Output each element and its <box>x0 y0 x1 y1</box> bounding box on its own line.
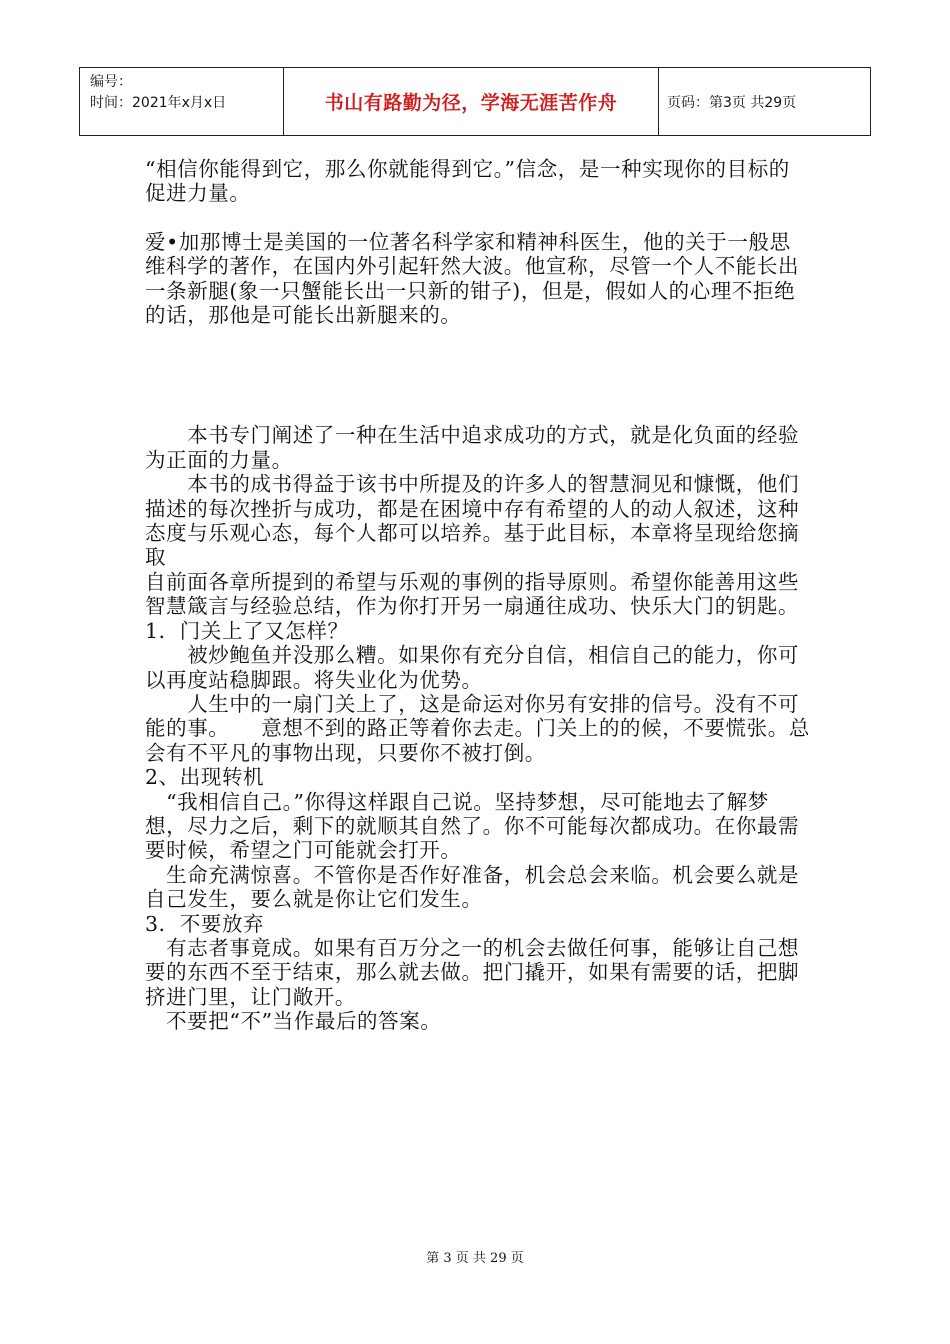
paragraph-section-2a: “我相信自己。”你得这样跟自己说。坚持梦想，尽可能地去了解梦想，尽力之后，剩下的就顺其自然了。你不可能每次都成功。在你最需要时候，希望之门可能就会打开。 <box>145 789 800 863</box>
paragraph-book-origin: 本书的成书得益于该书中所提及的许多人的智慧洞见和慷慨，他们描述的每次挫折与成功，都是在困境中存有希望的人的动人叙述，这种态度与乐观心态，每个人都可以培养。基于此目标，本章将呈现给您摘取 <box>145 472 800 570</box>
paragraph-dr-ai-jiana: 爱•加那博士是美国的一位著名科学家和精神科医生，他的关于一般思维科学的著作，在国内外引起轩然大波。他宣称，尽管一个人不能长出一条新腿(象一只蟹能长出一只新的钳子)，但是，假如人的心理不拒绝的话，那他是可能长出新腿来的。 <box>145 229 800 328</box>
header-meta <box>80 68 284 135</box>
section-heading-2: 2、出现转机 <box>145 765 265 790</box>
header-page-number: 页码：第3页 共29页 <box>667 94 797 111</box>
page-header <box>79 67 871 136</box>
header-motto: 书山有路勤为径，学海无涯苦作舟 <box>284 68 659 135</box>
document-date: 时间：2021年x月x日 <box>90 95 227 111</box>
paragraph-section-1b: 人生中的一扇门关上了，这是命运对你另有安排的信号。没有不可能的事。 意想不到的路正等着你去走。门关上的的候，不要慌张。总会有不平凡的事物出现，只要你不被打倒。 <box>145 691 810 765</box>
page-footer: 第 3 页 共 29 页 <box>426 1251 524 1266</box>
paragraph-book-intro: 本书专门阐述了一种在生活中追求成功的方式，就是化负面的经验为正面的力量。 <box>145 423 800 472</box>
paragraph-section-2b: 生命充满惊喜。不管你是否作好准备，机会总会来临。机会要么就是自己发生，要么就是你让它们发生。 <box>145 862 800 912</box>
section-heading-3: 3．不要放弃 <box>145 911 265 936</box>
document-number: 编号： <box>90 74 132 90</box>
section-heading-1: 1．门关上了又怎样？ <box>145 618 349 643</box>
paragraph-guidelines: 自前面各章所提到的希望与乐观的事例的指导原则。希望你能善用这些智慧箴言与经验总结，作为你打开另一扇通往成功、快乐大门的钥匙。 <box>145 569 800 619</box>
document-body <box>145 157 810 1034</box>
paragraph-section-1a: 被炒鲍鱼并没那么糟。如果你有充分自信，相信自己的能力，你可以再度站稳脚跟。将失业化为优势。 <box>145 643 800 692</box>
paragraph-section-3b: 不要把“不”当作最后的答案。 <box>145 1009 442 1034</box>
paragraph-section-3a: 有志者事竟成。如果有百万分之一的机会去做任何事，能够让自己想要的东西不至于结束，那么就去做。把门撬开，如果有需要的话，把脚挤进门里，让门敞开。 <box>145 935 800 1009</box>
paragraph-belief: “相信你能得到它，那么你就能得到它。”信念，是一种实现你的目标的促进力量。 <box>145 157 790 206</box>
